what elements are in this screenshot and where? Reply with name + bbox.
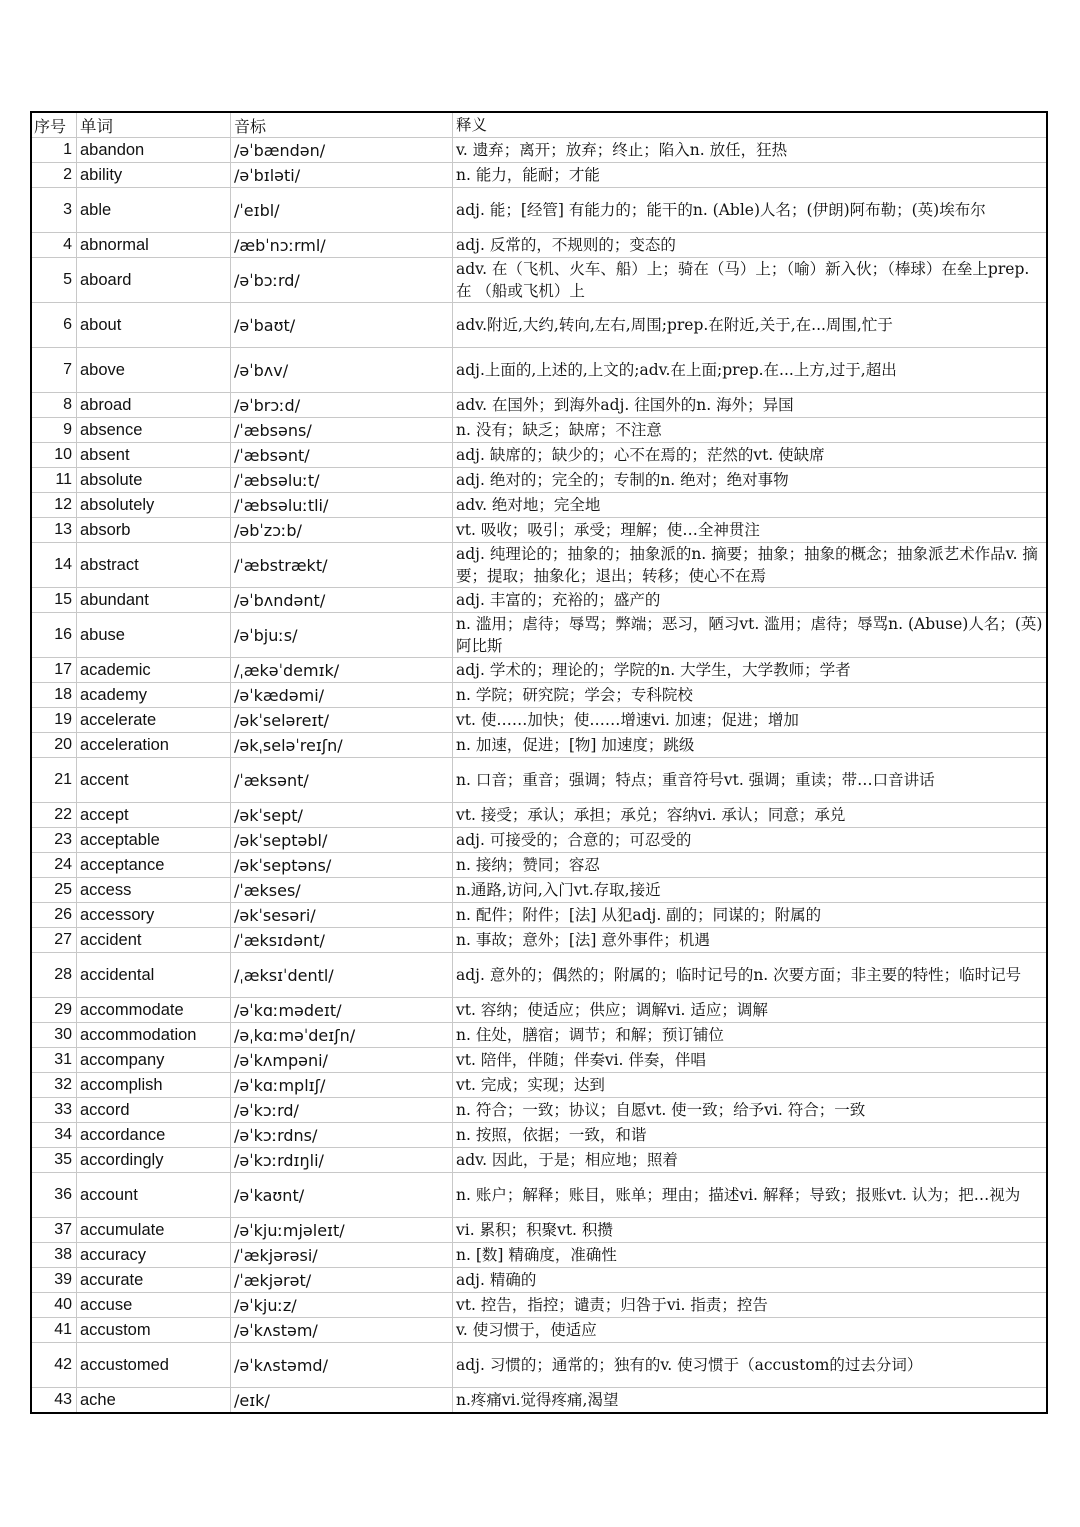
table-row [32,828,1046,853]
row-number: 19 [32,708,77,733]
row-phonetic: /əkˈseptəns/ [231,853,453,878]
row-phonetic: /əˈbrɔːd/ [231,393,453,418]
row-number: 12 [32,493,77,518]
row-phonetic: /əˈkɑːmplɪʃ/ [231,1073,453,1098]
row-phonetic: /ˌækəˈdemɪk/ [231,658,453,683]
table-row [32,393,1046,418]
row-phonetic: /əˈbɪləti/ [231,163,453,188]
table-row [32,233,1046,258]
row-phonetic: /ˈækjərət/ [231,1268,453,1293]
row-definition: vt. 吸收；吸引；承受；理解；使…全神贯注 [453,518,1047,543]
row-number: 23 [32,828,77,853]
row-word: accelerate [77,708,231,733]
row-phonetic: /əkˈsept/ [231,803,453,828]
row-definition: adj. 能；[经管] 有能力的；能干的n. (Able)人名；(伊朗)阿布勒；(英)埃布尔 [453,188,1047,233]
row-definition: n.通路,访问,入门vt.存取,接近 [453,878,1047,903]
row-definition: adv. 因此，于是；相应地；照着 [453,1148,1047,1173]
row-phonetic: /əˈkɔːrdɪŋli/ [231,1148,453,1173]
row-phonetic: /əkˈsesəri/ [231,903,453,928]
row-number: 41 [32,1318,77,1343]
row-number: 32 [32,1073,77,1098]
row-number: 10 [32,443,77,468]
row-word: academic [77,658,231,683]
row-definition: n. 事故；意外；[法] 意外事件；机遇 [453,928,1047,953]
row-word: acceptable [77,828,231,853]
row-definition: vt. 接受；承认；承担；承兑；容纳vi. 承认；同意；承兑 [453,803,1047,828]
row-number: 31 [32,1048,77,1073]
row-number: 42 [32,1343,77,1388]
row-number: 5 [32,258,77,303]
table-row [32,1073,1046,1098]
row-word: accuse [77,1293,231,1318]
row-phonetic: /ˈæbsənt/ [231,443,453,468]
row-definition: adj. 反常的，不规则的；变态的 [453,233,1047,258]
row-word: accordingly [77,1148,231,1173]
table-row [32,683,1046,708]
row-word: absent [77,443,231,468]
row-word: able [77,188,231,233]
row-phonetic: /əˈkjuːz/ [231,1293,453,1318]
header-row [32,113,1046,138]
row-definition: adj.上面的,上述的,上文的;adv.在上面;prep.在...上方,过于,超出 [453,348,1047,393]
row-definition: n. 账户；解释；账目，账单；理由；描述vi. 解释；导致；报账vt. 认为；把…视为 [453,1173,1047,1218]
row-definition: vt. 完成；实现；达到 [453,1073,1047,1098]
row-number: 39 [32,1268,77,1293]
row-number: 8 [32,393,77,418]
row-word: accompany [77,1048,231,1073]
row-definition: n. 按照，依据；一致，和谐 [453,1123,1047,1148]
row-word: accidental [77,953,231,998]
table-row [32,138,1046,163]
row-number: 27 [32,928,77,953]
row-word: account [77,1173,231,1218]
row-word: absence [77,418,231,443]
row-definition: adj. 丰富的；充裕的；盛产的 [453,588,1047,613]
table-row [32,733,1046,758]
table-row [32,443,1046,468]
row-number: 25 [32,878,77,903]
row-definition: vi. 累积；积聚vt. 积攒 [453,1218,1047,1243]
table-row [32,163,1046,188]
header-number: 序号 [32,113,77,138]
row-phonetic: /əˈbʌndənt/ [231,588,453,613]
row-number: 22 [32,803,77,828]
row-definition: n.疼痛vi.觉得疼痛,渴望 [456,1391,619,1409]
table-row [32,418,1046,443]
row-word: above [77,348,231,393]
row-word: abundant [77,588,231,613]
row-definition: adj. 精确的 [453,1268,1047,1293]
row-phonetic: /əˈbaʊt/ [231,303,453,348]
row-definition: n. 滥用；虐待；辱骂；弊端；恶习，陋习vt. 滥用；虐待；辱骂n. (Abuse)人名；(英)阿比斯 [453,613,1047,658]
row-definition: adv.附近,大约,转向,左右,周围;prep.在附近,关于,在...周围,忙于 [453,303,1047,348]
row-word: accumulate [77,1218,231,1243]
table-row [32,1173,1046,1218]
row-word: accent [77,758,231,803]
row-number: 7 [32,348,77,393]
header-word: 单词 [77,113,231,138]
row-word: academy [77,683,231,708]
row-number: 20 [32,733,77,758]
row-phonetic: /əˈbændən/ [231,138,453,163]
row-phonetic: /əˈkʌmpəni/ [231,1048,453,1073]
row-definition: vt. 使……加快；使……增速vi. 加速；促进；增加 [453,708,1047,733]
row-word: accustomed [77,1343,231,1388]
row-number: 17 [32,658,77,683]
row-phonetic: /əkˌseləˈreɪʃn/ [231,733,453,758]
row-word: accommodate [77,998,231,1023]
row-word: abroad [77,393,231,418]
row-phonetic: /ˈækjərəsi/ [231,1243,453,1268]
row-definition: vt. 控告，指控；谴责；归咎于vi. 指责；控告 [453,1293,1047,1318]
table-row [32,1123,1046,1148]
table-row [32,468,1046,493]
row-number: 2 [32,163,77,188]
row-definition: n. 住处，膳宿；调节；和解；预订铺位 [453,1023,1047,1048]
table-row [32,953,1046,998]
row-number: 14 [32,543,77,588]
row-phonetic: /eɪk/ [231,1388,453,1413]
row-definition: n. 配件；附件；[法] 从犯adj. 副的；同谋的；附属的 [453,903,1047,928]
table-row [32,1098,1046,1123]
row-definition: n. 符合；一致；协议；自愿vt. 使一致；给予vi. 符合；一致 [453,1098,1047,1123]
row-word: abstract [77,543,231,588]
row-phonetic: /əˈkaʊnt/ [231,1173,453,1218]
row-phonetic: /əˈkædəmi/ [231,683,453,708]
row-phonetic: /ˈæksənt/ [231,758,453,803]
row-phonetic: /ˈeɪbl/ [231,188,453,233]
table-row [32,878,1046,903]
table-row [32,998,1046,1023]
row-definition: adj. 习惯的；通常的；独有的v. 使习惯于（accustom的过去分词） [453,1343,1047,1388]
table-row [32,903,1046,928]
row-number: 6 [32,303,77,348]
row-number: 4 [32,233,77,258]
table-row [32,803,1046,828]
row-definition: adv. 在（飞机、火车、船）上；骑在（马）上；（喻）新入伙；（棒球）在垒上prep. 在 （船或飞机）上 [453,258,1047,303]
table-row [32,258,1046,303]
row-phonetic: /ˈækses/ [231,878,453,903]
row-definition: v. 使习惯于，使适应 [453,1318,1047,1343]
row-word: accurate [77,1268,231,1293]
table-row [32,1268,1046,1293]
row-definition: n. [数] 精确度，准确性 [453,1243,1047,1268]
table-row [32,758,1046,803]
table-row [32,1388,1046,1413]
row-word: aboard [77,258,231,303]
row-definition: adj. 纯理论的；抽象的；抽象派的n. 摘要；抽象；抽象的概念；抽象派艺术作品v. 摘要；提取；抽象化；退出；转移；使心不在焉 [453,543,1047,588]
row-number: 40 [32,1293,77,1318]
vocabulary-sheet [30,111,1048,1414]
row-phonetic: /əˈkʌstəm/ [231,1318,453,1343]
row-number: 13 [32,518,77,543]
row-number: 34 [32,1123,77,1148]
row-word: access [77,878,231,903]
row-definition: v. 遗弃；离开；放弃；终止；陷入n. 放任，狂热 [453,138,1047,163]
row-number: 9 [32,418,77,443]
row-phonetic: /ˈæbstrækt/ [231,543,453,588]
row-word: about [77,303,231,348]
row-word: accustom [77,1318,231,1343]
table-body [32,138,1046,1413]
table-row [32,1343,1046,1388]
row-definition: n. 接纳；赞同；容忍 [453,853,1047,878]
row-word: accordance [77,1123,231,1148]
table-row [32,1293,1046,1318]
row-number: 3 [32,188,77,233]
row-number: 43 [32,1388,77,1413]
vocabulary-table [32,113,1046,1412]
row-word: accommodation [77,1023,231,1048]
row-definition: adv. 在国外；到海外adj. 往国外的n. 海外；异国 [453,393,1047,418]
table-row [32,493,1046,518]
row-word: accessory [77,903,231,928]
row-number: 18 [32,683,77,708]
row-definition: vt. 容纳；使适应；供应；调解vi. 适应；调解 [453,998,1047,1023]
row-number: 30 [32,1023,77,1048]
row-phonetic: /əˈkɔːrd/ [231,1098,453,1123]
row-word: abandon [77,138,231,163]
table-row [32,1023,1046,1048]
row-phonetic: /ˈæbsəluːtli/ [231,493,453,518]
row-phonetic: /əkˈseləreɪt/ [231,708,453,733]
row-number: 11 [32,468,77,493]
row-number: 33 [32,1098,77,1123]
row-phonetic: /əˌkɑːməˈdeɪʃn/ [231,1023,453,1048]
table-row [32,613,1046,658]
row-definition: n. 学院；研究院；学会；专科院校 [453,683,1047,708]
row-phonetic: /əˈkʌstəmd/ [231,1343,453,1388]
row-phonetic: /əˈbʌv/ [231,348,453,393]
table-row [32,1318,1046,1343]
row-word: abnormal [77,233,231,258]
row-number: 1 [32,138,77,163]
row-phonetic: /ˈæbsəns/ [231,418,453,443]
row-number: 21 [32,758,77,803]
row-number: 37 [32,1218,77,1243]
row-definition: n. 能力，能耐；才能 [453,163,1047,188]
row-phonetic: /əˈbɔːrd/ [231,258,453,303]
row-definition: adj. 绝对的；完全的；专制的n. 绝对；绝对事物 [453,468,1047,493]
row-number: 36 [32,1173,77,1218]
row-phonetic: /əˈkɔːrdns/ [231,1123,453,1148]
table-row [32,1048,1046,1073]
table-row [32,708,1046,733]
header-definition: 释义 [453,113,1047,138]
row-number: 28 [32,953,77,998]
row-phonetic: /əˈbjuːs/ [231,613,453,658]
row-word: accident [77,928,231,953]
row-word: accomplish [77,1073,231,1098]
row-definition: n. 没有；缺乏；缺席；不注意 [453,418,1047,443]
row-number: 24 [32,853,77,878]
row-word: absolute [77,468,231,493]
row-definition: adj. 意外的；偶然的；附属的；临时记号的n. 次要方面；非主要的特性；临时记号 [453,953,1047,998]
row-phonetic: /æbˈnɔːrml/ [231,233,453,258]
table-row [32,1243,1046,1268]
row-word: acceleration [77,733,231,758]
row-word: absolutely [77,493,231,518]
table-row [32,348,1046,393]
row-phonetic: /əˈkɑːmədeɪt/ [231,998,453,1023]
row-definition: vt. 陪伴，伴随；伴奏vi. 伴奏，伴唱 [453,1048,1047,1073]
row-number: 35 [32,1148,77,1173]
table-row [32,543,1046,588]
table-row [32,1218,1046,1243]
row-definition: adj. 学术的；理论的；学院的n. 大学生，大学教师；学者 [453,658,1047,683]
row-word: ache [77,1388,231,1413]
table-row [32,518,1046,543]
table-row [32,853,1046,878]
row-definition: adv. 绝对地；完全地 [453,493,1047,518]
row-number: 29 [32,998,77,1023]
row-definition: adj. 可接受的；合意的；可忍受的 [453,828,1047,853]
row-number: 15 [32,588,77,613]
row-phonetic: /ˈæbsəluːt/ [231,468,453,493]
row-word: accord [77,1098,231,1123]
row-number: 26 [32,903,77,928]
row-phonetic: /əbˈzɔːb/ [231,518,453,543]
table-row [32,658,1046,683]
row-number: 38 [32,1243,77,1268]
row-definition: n. 口音；重音；强调；特点；重音符号vt. 强调；重读；带…口音讲话 [453,758,1047,803]
row-word: absorb [77,518,231,543]
row-phonetic: /əˈkjuːmjəleɪt/ [231,1218,453,1243]
row-definition: n. 加速，促进；[物] 加速度；跳级 [453,733,1047,758]
row-phonetic: /əkˈseptəbl/ [231,828,453,853]
table-row [32,303,1046,348]
row-word: abuse [77,613,231,658]
row-number: 16 [32,613,77,658]
header-phonetic: 音标 [231,113,453,138]
table-row [32,928,1046,953]
table-row [32,188,1046,233]
row-phonetic: /ˌæksɪˈdentl/ [231,953,453,998]
table-row [32,588,1046,613]
row-word: accept [77,803,231,828]
row-definition: adj. 缺席的；缺少的；心不在焉的；茫然的vt. 使缺席 [453,443,1047,468]
row-word: accuracy [77,1243,231,1268]
row-word: ability [77,163,231,188]
table-row [32,1148,1046,1173]
row-phonetic: /ˈæksɪdənt/ [231,928,453,953]
row-word: acceptance [77,853,231,878]
